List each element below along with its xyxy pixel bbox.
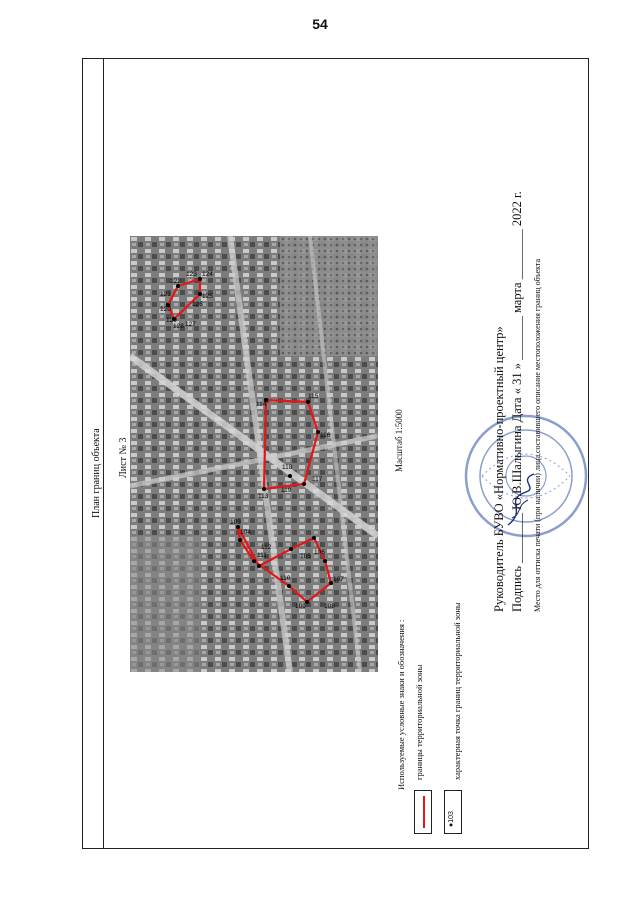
map-point-118: 118 [282,464,293,471]
map-point-110: 110 [280,575,291,582]
map-point-108: 108 [324,603,335,610]
map-point-129: 129 [166,317,177,324]
map-point-103: 103 [230,519,241,526]
map-point-123: 123 [186,271,197,278]
map-point-107: 107 [333,576,344,583]
map-point-113: 113 [258,493,269,500]
legend-boundary-line [423,796,425,828]
sheet-subtitle: Лист № 3 [118,437,129,478]
map-point-121: 121 [160,291,171,298]
map-point-104: 104 [240,529,251,536]
map-point-119: 119 [281,487,292,494]
map-point-124: 124 [202,271,213,278]
map-point-127: 127 [185,321,196,328]
sheet-title: План границ объекта [91,428,102,518]
map-point-109: 109 [295,603,306,610]
map-point-114: 114 [256,401,267,408]
map-point-105: 105 [300,553,311,560]
legend-boundary-label: границы территориальной зоны [414,664,424,780]
map-point-111: 111 [257,552,267,559]
legend-point-label: характерная точка границ территориальной зоны [452,602,462,780]
legend-heading: Используемые условные знаки и обозначения : [396,619,406,790]
aerial-map [130,236,378,672]
map-point-120: 120 [160,306,171,313]
legend-boundary-swatch [414,790,432,834]
map-point-126: 126 [192,301,203,308]
map-point-125: 125 [202,293,213,300]
map-point-115: 115 [308,393,319,400]
aerial-map-svg [130,236,378,672]
handwritten-signature [498,470,544,530]
signature-note: Место для оттиска печати (при наличии) лица,составившего описание местоположения границ объекта [533,258,542,612]
map-point-122: 122 [170,278,181,285]
map-point-128: 128 [173,323,184,330]
legend-point-swatch [444,790,462,834]
signature-head: Руководитель БУВО «Нормативно-проектный центр» [492,326,506,612]
signature-line: Подпись ________ Ю.В.Шалыгина Дата « 31 » _______ марта ________ 2022 г. [510,191,524,612]
map-point-117: 117 [312,476,323,483]
page-number: 54 [312,16,328,32]
map-scale: Масштаб 1:5000 [394,409,404,472]
legend-point-sample: 103 [448,811,455,823]
map-point-106: 106 [314,549,325,556]
map-point-116: 116 [320,432,331,439]
legend-point-dot: ● [448,822,455,827]
map-point-112: 112 [261,544,272,551]
